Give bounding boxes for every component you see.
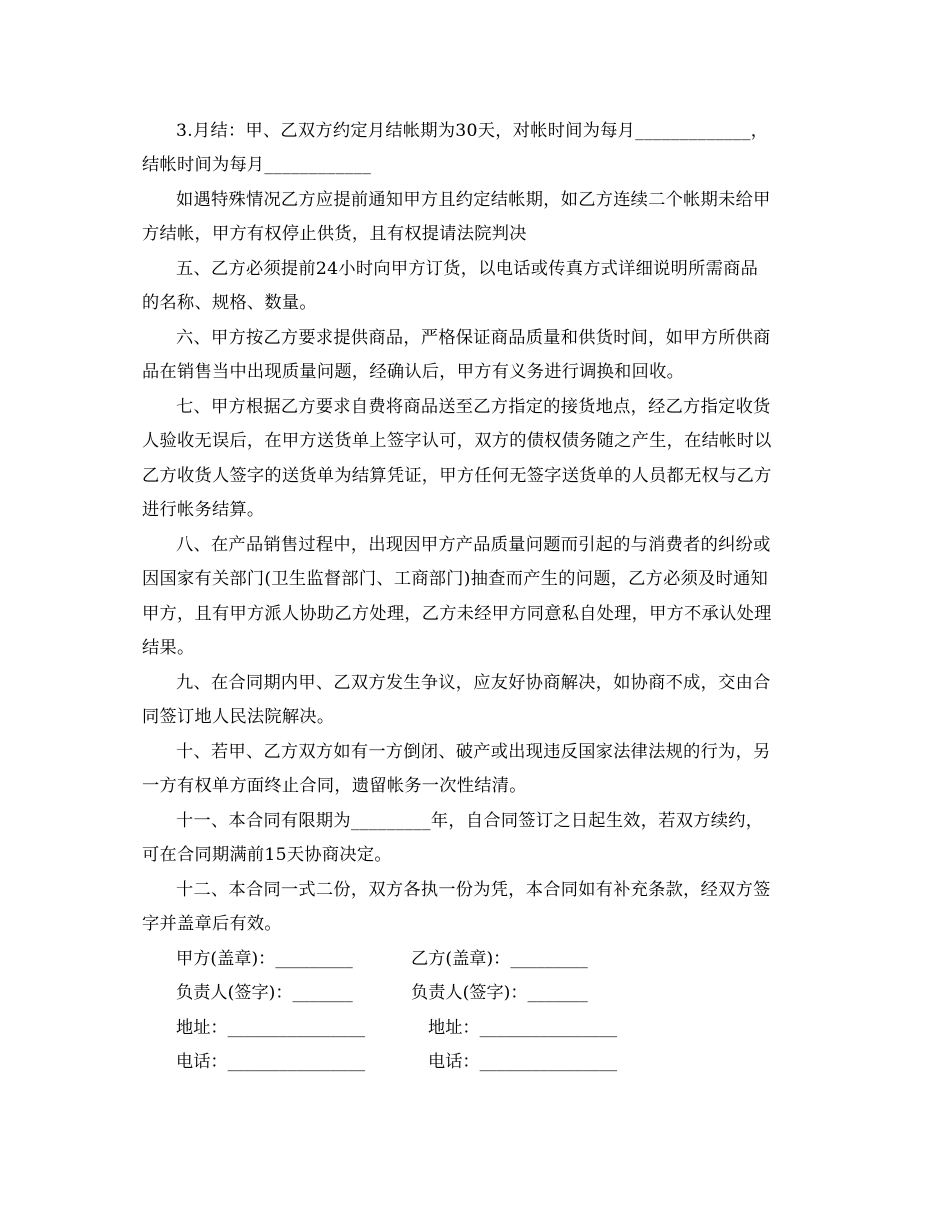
text-line: 结帐时间为每月____________ xyxy=(142,155,372,175)
text-line: 六、甲方按乙方要求提供商品，严格保证商品质量和供货时间，如甲方所供商 xyxy=(176,328,771,348)
text-line: 结果。 xyxy=(142,638,195,658)
text-line: 十、若甲、乙方双方如有一方倒闭、破产或出现违反国家法律法规的行为，另 xyxy=(176,742,771,762)
party-b-seal-field: 乙方(盖章)：_________ xyxy=(411,949,588,969)
party-a-responsible-field: 负责人(签字)：_______ xyxy=(176,983,353,1003)
party-a-phone-field: 电话：________________ xyxy=(176,1052,366,1072)
text-line: 的名称、规格、数量。 xyxy=(142,293,317,313)
text-line: 字并盖章后有效。 xyxy=(142,914,282,934)
party-b-phone-field: 电话：________________ xyxy=(428,1052,618,1072)
text-line: 十一、本合同有限期为_________年，自合同签订之日起生效，若双方续约， xyxy=(176,811,764,831)
text-line: 八、在产品销售过程中，出现因甲方产品质量问题而引起的与消费者的纠纷或 xyxy=(176,535,771,555)
text-line: 五、乙方必须提前24小时向甲方订货，以电话或传真方式详细说明所需商品 xyxy=(176,259,759,279)
text-line: 如遇特殊情况乙方应提前通知甲方且约定结帐期，如乙方连续二个帐期未给甲 xyxy=(176,190,771,210)
text-line: 乙方收货人签字的送货单为结算凭证，甲方任何无签字送货单的人员都无权与乙方 xyxy=(142,466,772,486)
text-line: 可在合同期满前15天协商决定。 xyxy=(142,845,392,865)
text-line: 七、甲方根据乙方要求自费将商品送至乙方指定的接货地点，经乙方指定收货 xyxy=(176,397,771,417)
text-line: 因国家有关部门(卫生监督部门、工商部门)抽查而产生的问题，乙方必须及时通知 xyxy=(142,569,769,589)
text-line: 十二、本合同一式二份，双方各执一份为凭，本合同如有补充条款，经双方签 xyxy=(176,880,771,900)
text-line: 进行帐务结算。 xyxy=(142,500,265,520)
text-line: 人验收无误后，在甲方送货单上签字认可，双方的债权债务随之产生，在结帐时以 xyxy=(142,431,772,451)
text-line: 九、在合同期内甲、乙双方发生争议，应友好协商解决，如协商不成，交由合 xyxy=(176,673,771,693)
party-a-seal-field: 甲方(盖章)：_________ xyxy=(176,949,353,969)
party-b-address-field: 地址：________________ xyxy=(428,1018,618,1038)
text-line: 同签订地人民法院解决。 xyxy=(142,707,335,727)
text-line: 方结帐，甲方有权停止供货，且有权提请法院判决 xyxy=(142,224,527,244)
text-line: 一方有权单方面终止合同，遗留帐务一次性结清。 xyxy=(142,776,527,796)
text-line: 3.月结：甲、乙双方约定月结帐期为30天，对帐时间为每月_____________， xyxy=(176,121,769,141)
text-line: 品在销售当中出现质量问题，经确认后，甲方有义务进行调换和回收。 xyxy=(142,362,685,382)
text-line: 甲方，且有甲方派人协助乙方处理，乙方未经甲方同意私自处理，甲方不承认处理 xyxy=(142,604,772,624)
party-b-responsible-field: 负责人(签字)：_______ xyxy=(411,983,588,1003)
party-a-address-field: 地址：________________ xyxy=(176,1018,366,1038)
